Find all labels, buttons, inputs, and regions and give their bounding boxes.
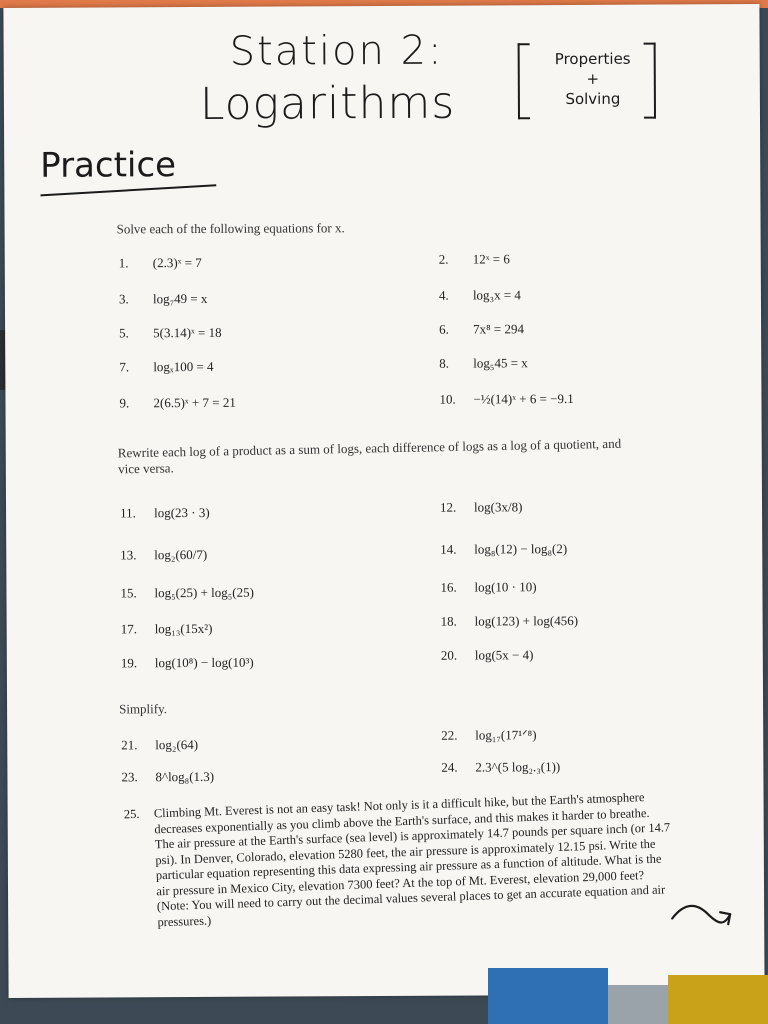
section2-instruction-line1: Rewrite each log of a product as a sum of logs, each difference of logs as a log of a quotient, and [117,435,622,461]
problem-number: 6. [439,321,449,337]
problem-6 [439,321,524,337]
problem-20 [441,647,534,663]
problem-expression: log₂(64) [155,736,199,753]
curved-arrow-icon [668,896,738,936]
problem-number: 3. [118,291,129,307]
problem-number: 7. [119,359,130,375]
section2-instruction-line2: vice versa. [118,460,174,477]
tag-line-2: Solving [565,89,621,109]
problem-25-text: Climbing Mt. Everest is not an easy task! Not only is it a difficult hike, but the Earth's atmosphere decreases exponentially as you climb above the Earth's surface, and this makes it harder to breathe. The air pressure at the Earth's surface (sea level) is approximately 14.7 pounds per square inch (or 14.7 psi). In Denver, Colorado, elevation 5280 feet, the air pressure is approximately 12.15 psi. Write the particular equation representing this data expressing air pressure as a function of altitude. What is the air pressure in Mexico City, elevation 7300 feet? At the top of Mt. Everest, elevation 29,000 feet? (Note: You will need to carry out the decimal values several places to get an accurate equation and air pressures.) [153,790,671,929]
problem-number: 24. [441,759,458,775]
problem-expression: logₓ100 = 4 [153,358,214,375]
problem-number: 23. [121,769,138,785]
section1-instruction: Solve each of the following equations for x. [116,220,345,237]
problem-23 [121,769,214,785]
problem-4 [439,287,521,303]
bracket-right-icon [644,43,656,119]
problem-19 [121,655,254,672]
problem-expression: log₂(60/7) [154,546,208,563]
problem-number: 22. [441,727,458,743]
problem-22 [441,727,536,743]
problem-5 [119,325,222,342]
problem-number: 10. [439,391,456,407]
problem-expression: 8^log₈(1.3) [155,768,215,785]
problem-expression: log₁₃(15x²) [154,620,213,637]
problem-number: 21. [121,737,138,753]
problem-2 [439,251,510,267]
topic-tag-text [538,49,648,110]
section2-instruction [118,435,679,478]
problem-number: 19. [120,655,138,671]
problem-expression: log(10 · 10) [474,579,537,595]
problem-8 [439,355,528,371]
problem-number: 2. [438,251,449,267]
problem-expression: log₇49 = x [152,290,208,307]
problem-expression: log₈(12) − log₈(2) [474,541,568,557]
problem-17 [121,621,213,637]
problem-number: 12. [439,499,457,515]
section3-instruction: Simplify. [119,701,168,717]
problem-number: 17. [120,621,137,637]
worksheet-page [3,4,764,998]
problem-expression: 2.3^(5 log₂.₃(1)) [475,759,561,775]
problem-16 [440,579,536,596]
problem-expression: 5(3.14)ˣ = 18 [153,324,222,341]
problem-expression: −½(14)ˣ + 6 = −9.1 [473,391,574,407]
yellow-folder [668,975,768,1024]
problem-25 [124,789,674,931]
problem-1 [119,255,202,271]
problem-expression: log(3x/8) [473,499,523,515]
problem-number: 15. [120,585,137,601]
problem-number: 25. [123,806,140,822]
tag-plus: + [586,69,600,88]
problem-10 [439,391,573,408]
problem-number: 8. [439,355,450,371]
problem-number: 1. [118,255,129,271]
problem-expression: log(5x − 4) [474,647,534,663]
bracket-left-icon [518,43,530,119]
problem-14 [440,541,567,558]
problem-12 [440,499,522,515]
grey-folder [608,985,668,1024]
problem-number: 14. [440,541,457,557]
problem-expression: log(123) + log(456) [474,612,579,629]
problem-number: 11. [120,505,136,521]
problem-15 [120,585,254,602]
title-line-1: Station 2: [229,27,444,75]
problem-number: 4. [438,287,449,303]
problem-expression: (2.3)ˣ = 7 [152,254,202,271]
problem-number: 16. [440,579,457,595]
problem-expression: log(23 · 3) [154,504,210,521]
problem-expression: log₃x = 4 [472,287,521,303]
problem-13 [120,547,207,563]
topic-tag [518,43,656,122]
problem-24 [441,759,560,776]
problem-11 [120,505,210,521]
blue-folder [488,968,608,1024]
problem-expression: log(10⁸) − log(10³) [154,654,254,671]
problem-number: 20. [440,647,458,663]
title-line-2: Logarithms [199,77,456,130]
problem-expression: 7x⁸ = 294 [473,321,525,337]
problem-18 [441,613,578,630]
problem-7 [119,359,213,375]
problem-expression: log₅45 = x [473,355,528,371]
problem-number: 9. [119,395,130,411]
problem-expression: log₁₇(17¹ᐟ⁸) [475,727,537,743]
problem-number: 13. [120,547,137,563]
problem-3 [119,291,208,307]
problem-9 [119,395,235,412]
practice-heading: Practice [40,145,177,186]
problem-21 [121,737,198,753]
problem-number: 5. [119,325,129,341]
problem-expression: 2(6.5)ˣ + 7 = 21 [153,394,236,411]
problem-expression: log₅(25) + log₅(25) [154,584,254,601]
tag-line-1: Properties [554,49,631,69]
practice-underline [40,184,216,196]
problem-number: 18. [440,613,457,629]
problem-expression: 12ˣ = 6 [472,251,510,267]
